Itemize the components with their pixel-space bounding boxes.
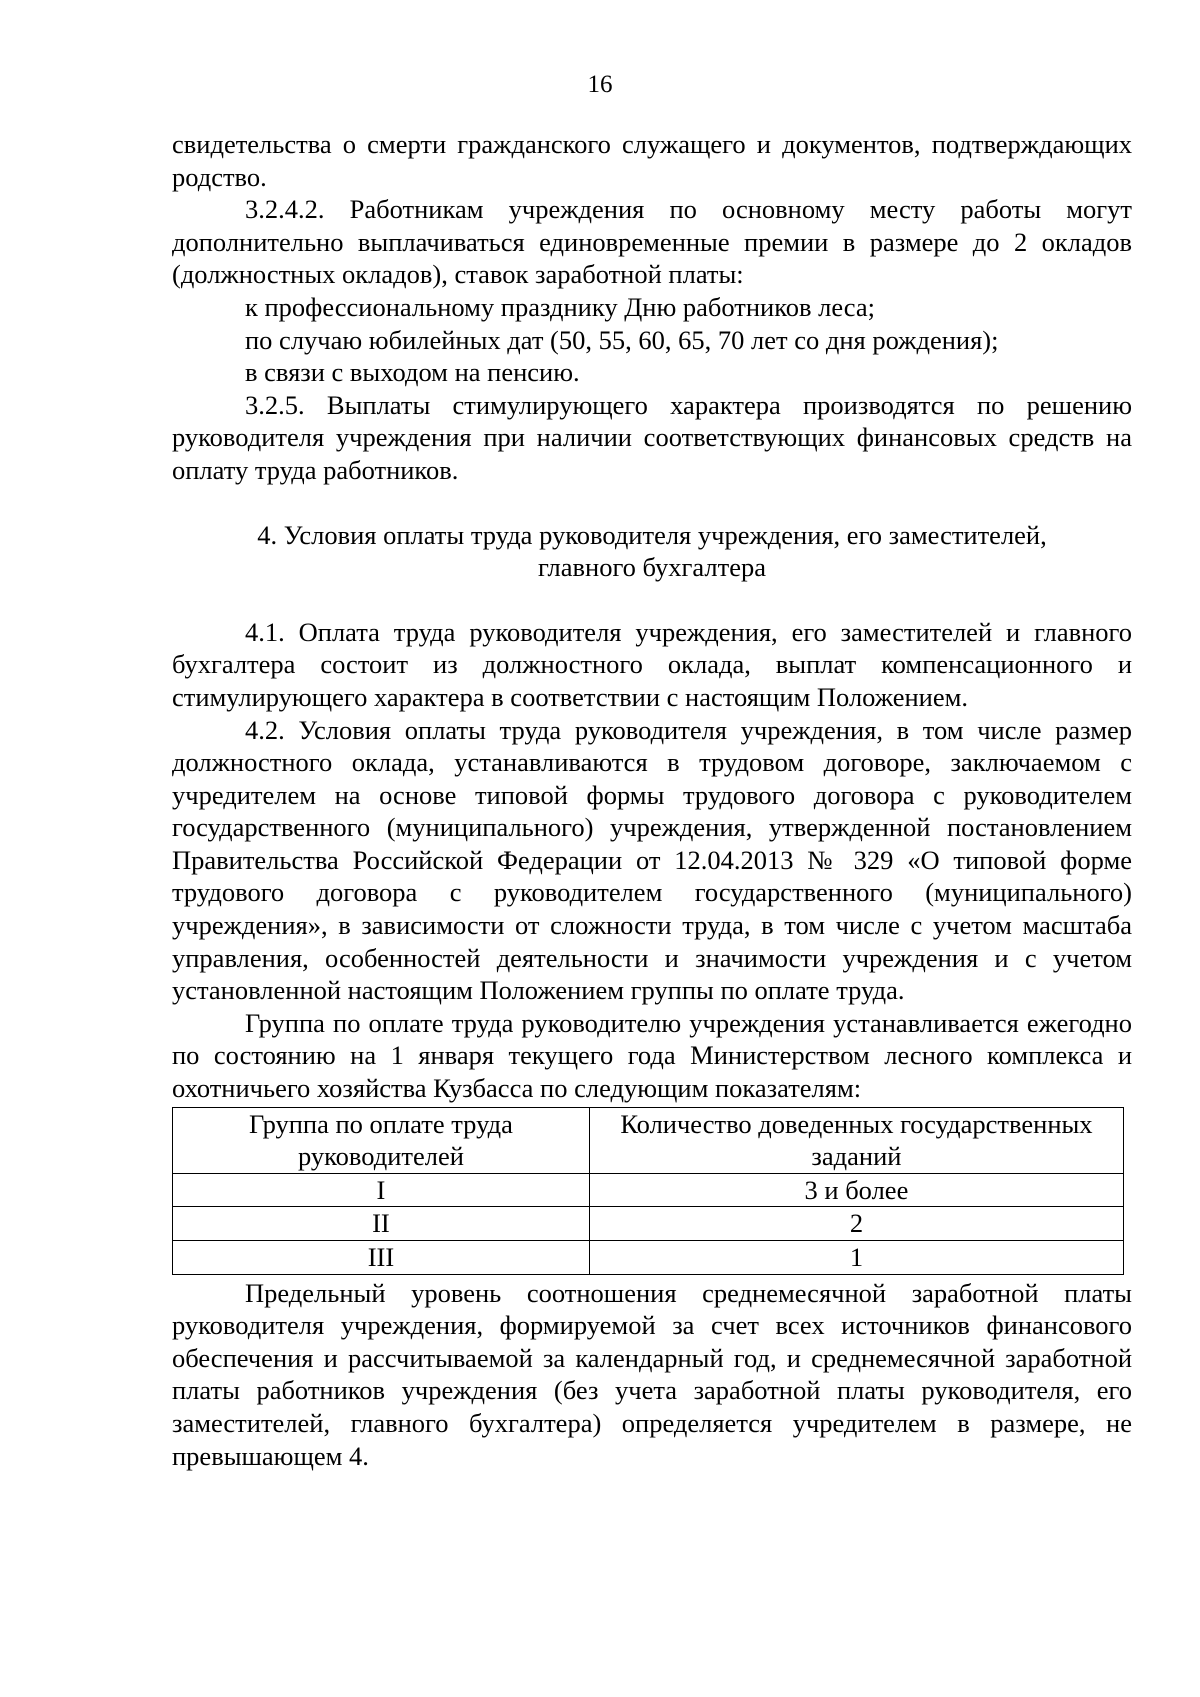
paragraph: Предельный уровень соотношения среднемесячной заработной платы руководителя учреждения, формируемой за счет всех источников финансового обеспечения и рассчитываемой за календарный год, и среднемесячной заработной платы работников учреждения (без учета заработной платы руководителя, его заместителей, главного бухгалтера) определяется учредителем в размере, не превышающем 4. (172, 1277, 1132, 1471)
table-cell-count: 2 (589, 1207, 1123, 1241)
paragraph: 3.2.5. Выплаты стимулирующего характера производятся по решению руководителя учреждения при наличии соответствующих финансовых средств на оплату труда работников. (172, 389, 1132, 485)
table-cell-count: 1 (589, 1241, 1123, 1275)
document-body (172, 128, 1132, 1472)
table-row (173, 1173, 1124, 1207)
pay-group-table (172, 1107, 1124, 1275)
table-row (173, 1207, 1124, 1241)
section-heading-line1: 4. Условия оплаты труда руководителя учреждения, его заместителей, (257, 519, 1047, 550)
paragraph: 3.2.4.2. Работникам учреждения по основному месту работы могут дополнительно выплачиваться единовременные премии в размере до 2 окладов (должностных окладов), ставок заработной платы: (172, 194, 1132, 290)
table-header-row (173, 1107, 1124, 1173)
list-item: по случаю юбилейных дат (50, 55, 60, 65, 70 лет со дня рождения); (245, 324, 999, 355)
list-item: в связи с выходом на пенсию. (245, 357, 580, 388)
table-row (173, 1241, 1124, 1275)
table-header-count: Количество доведенных государственных заданий (589, 1107, 1123, 1173)
table-cell-count: 3 и более (589, 1173, 1123, 1207)
paragraph: свидетельства о смерти гражданского служащего и документов, подтверждающих родство. (172, 129, 1132, 192)
table-header-group: Группа по оплате труда руководителей (173, 1107, 590, 1173)
paragraph: 4.2. Условия оплаты труда руководителя учреждения, в том числе размер должностного оклада, устанавливаются в трудовом договоре, заключаемом с учредителем на основе типовой формы трудового договора с руководителем государственного (муниципального) учреждения, утвержденной постановлением Правительства Российской Федерации от 12.04.2013 № 329 «О типовой форме трудового договора с руководителем государственного (муниципального) учреждения», в зависимости от сложности труда, в том числе с учетом масштаба управления, особенностей деятельности и значимости учреждения и с учетом установленной настоящим Положением группы по оплате труда. (172, 714, 1132, 1006)
section-heading (172, 519, 1132, 584)
table-cell-group: III (173, 1241, 590, 1275)
table-cell-group: I (173, 1173, 590, 1207)
section-heading-line2: главного бухгалтера (538, 552, 766, 583)
paragraph: Группа по оплате труда руководителю учреждения устанавливается ежегодно по состоянию на 1 января текущего года Министерством лесного комплекса и охотничьего хозяйства Кузбасса по следующим показателям: (172, 1007, 1132, 1104)
list-item: к профессиональному празднику Дню работников леса; (245, 291, 875, 322)
table-cell-group: II (173, 1207, 590, 1241)
page-number: 16 (587, 71, 613, 98)
paragraph: 4.1. Оплата труда руководителя учреждения, его заместителей и главного бухгалтера состоит из должностного оклада, выплат компенсационного и стимулирующего характера в соответствии с настоящим Положением. (172, 616, 1132, 712)
